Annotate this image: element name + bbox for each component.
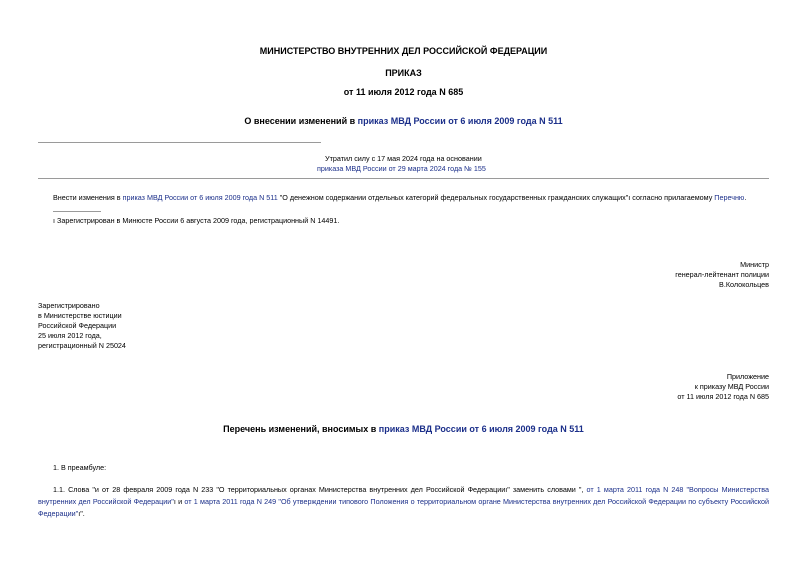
body-link-order-511[interactable]: приказ МВД России от 6 июля 2009 года N 511 — [122, 193, 278, 202]
separator-line — [38, 178, 769, 179]
footnote-marker[interactable]: ı — [628, 193, 631, 202]
registration-line: Зарегистрировано — [38, 301, 100, 310]
item-text: ". — [80, 509, 85, 518]
item-text: 1.1. Слова "и от 28 февраля 2009 года N 233 "О территориальных органах Министерства внутренних дел Российской Федерации — [53, 485, 506, 494]
status-text: Утратил силу с 17 мая 2024 года на основании — [325, 154, 482, 163]
doc-title — [0, 116, 807, 126]
signature-name: В.Колокольцев — [719, 280, 769, 289]
title-link-order-511[interactable]: приказ МВД России от 6 июля 2009 года N 511 — [357, 116, 563, 126]
body-text: Внести изменения в — [53, 193, 123, 202]
registration-line: Российской Федерации — [38, 321, 117, 330]
item-link-order-248[interactable]: от 1 марта 2011 года N 248 "Вопросы Министерства внутренних дел Российской Федерации" — [38, 485, 769, 506]
doc-title-prefix: О внесении изменений в — [244, 116, 358, 126]
signature-rank: генерал-лейтенант полиции — [675, 270, 769, 279]
body-paragraph — [53, 193, 746, 202]
status-link-order-155[interactable]: приказа МВД России от 29 марта 2024 года № 155 — [317, 164, 486, 173]
registration-line: 25 июля 2012 года, — [38, 331, 102, 340]
list-item: 1. В преамбуле: — [53, 463, 107, 472]
footnote-marker: ı — [53, 216, 55, 225]
footnote-text: Зарегистрирован в Минюсте России 6 августа 2009 года, регистрационный N 14491. — [55, 216, 340, 225]
appendix-line: от 11 июля 2012 года N 685 — [677, 392, 769, 401]
appendix-line: к приказу МВД России — [694, 382, 769, 391]
body-text: "О денежном содержании отдельных категорий федеральных государственных гражданских служащих" — [277, 193, 629, 202]
item-link-order-249[interactable]: от 1 марта 2011 года N 249 "Об утверждении типового Положения о территориальном органе Министерства внутренних дел Российской Федерации по субъекту Российской Федерации" — [38, 497, 769, 518]
doc-date-number: от 11 июля 2012 года N 685 — [343, 87, 464, 97]
body-text: согласно прилагаемому — [630, 193, 715, 202]
list-title-link-order-511[interactable]: приказ МВД России от 6 июля 2009 года N 511 — [378, 424, 584, 434]
separator-line — [38, 142, 321, 143]
signature-position: Министр — [740, 260, 769, 269]
registration-line: в Министерстве юстиции — [38, 311, 122, 320]
footnote-marker[interactable]: ı — [505, 485, 508, 494]
footnote — [53, 216, 339, 225]
list-title — [0, 424, 807, 434]
footnote-separator — [53, 211, 101, 212]
footnote-marker[interactable]: ı — [173, 497, 176, 506]
item-text: и — [175, 497, 185, 506]
body-link-list[interactable]: Перечню — [714, 193, 745, 202]
ministry-heading: МИНИСТЕРСТВО ВНУТРЕННИХ ДЕЛ РОССИЙСКОЙ ФЕДЕРАЦИИ — [259, 46, 548, 56]
list-title-prefix: Перечень изменений, вносимых в — [223, 424, 379, 434]
doc-type-heading: ПРИКАЗ — [385, 68, 422, 78]
list-item-paragraph — [38, 484, 769, 520]
footnote-marker[interactable]: ı — [78, 509, 81, 518]
body-text: . — [744, 193, 747, 202]
registration-line: регистрационный N 25024 — [38, 341, 126, 350]
appendix-line: Приложение — [726, 372, 769, 381]
item-text: " заменить словами ", — [507, 485, 587, 494]
